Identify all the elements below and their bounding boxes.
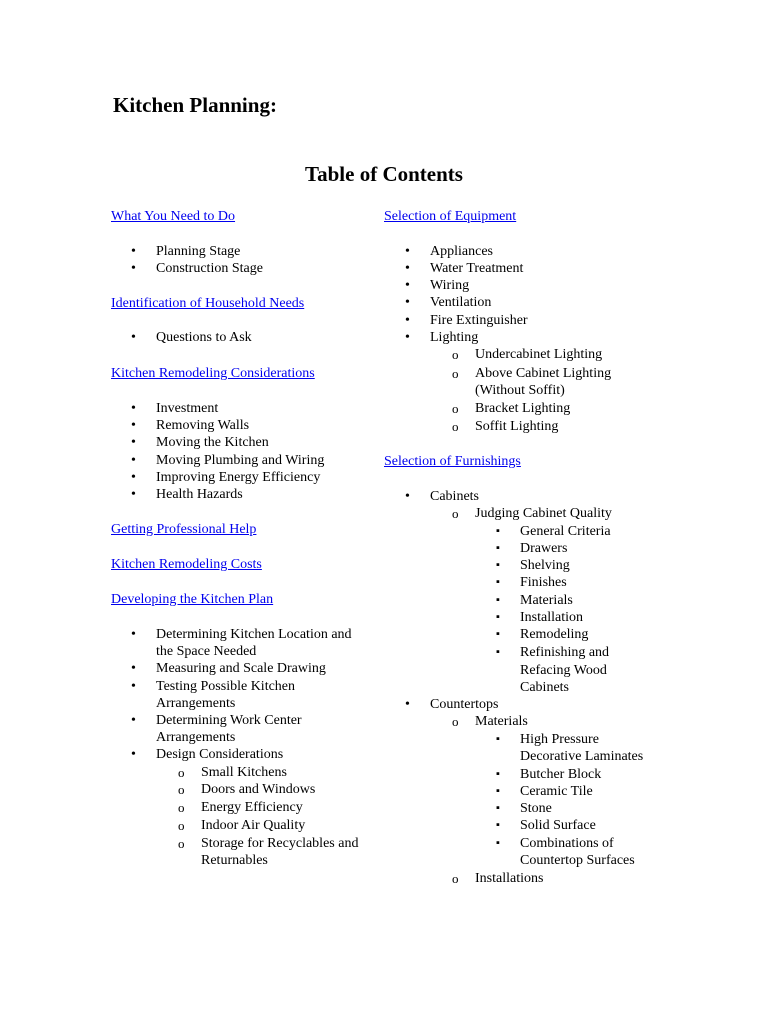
list-item: • Measuring and Scale Drawing xyxy=(156,660,326,677)
sub-sub-list-item: ▪ Remodeling xyxy=(520,626,588,643)
list-item: • Construction Stage xyxy=(156,260,263,277)
sub-list-item: o Indoor Air Quality xyxy=(201,817,305,834)
list-item: • Health Hazards xyxy=(156,486,243,503)
list-item-continued: Arrangements xyxy=(156,696,236,711)
list-item: • Fire Extinguisher xyxy=(430,312,528,329)
list-item: • Countertops xyxy=(430,696,498,713)
sub-sub-list-item: ▪ Materials xyxy=(520,592,573,609)
toc-link-selection-of-equipment[interactable]: Selection of Equipment xyxy=(384,209,517,224)
list-item: • Investment xyxy=(156,400,218,417)
sub-list-item: o Materials xyxy=(475,713,528,730)
sub-sub-list-item: ▪ High Pressure xyxy=(520,731,599,748)
sub-sub-list-item: ▪ Finishes xyxy=(520,574,567,591)
list-item: • Testing Possible Kitchen xyxy=(156,678,295,695)
sub-sub-list-item: ▪ Combinations of xyxy=(520,835,614,852)
sub-sub-list-item: ▪ Drawers xyxy=(520,540,567,557)
toc-link-household-needs[interactable]: Identification of Household Needs xyxy=(111,296,305,311)
sub-sub-list-item: ▪ Refinishing and xyxy=(520,644,609,661)
list-item: • Questions to Ask xyxy=(156,329,252,346)
sub-sub-list-item: ▪ Stone xyxy=(520,800,552,817)
sub-list-item: o Storage for Recyclables and xyxy=(201,835,358,852)
sub-sub-list-item-continued: Countertop Surfaces xyxy=(520,853,635,868)
sub-sub-list-item: ▪ Ceramic Tile xyxy=(520,783,593,800)
sub-list-item-continued: (Without Soffit) xyxy=(475,383,565,398)
sub-sub-list-item: ▪ General Criteria xyxy=(520,523,611,540)
sub-sub-list-item: ▪ Shelving xyxy=(520,557,570,574)
list-item: • Design Considerations xyxy=(156,746,283,763)
document-title: Kitchen Planning: xyxy=(113,93,277,117)
list-item: • Moving Plumbing and Wiring xyxy=(156,452,324,469)
list-item-continued: Arrangements xyxy=(156,730,236,745)
list-item: • Determining Work Center xyxy=(156,712,302,729)
sub-list-item: o Soffit Lighting xyxy=(475,418,558,435)
list-item: • Water Treatment xyxy=(430,260,523,277)
list-item: • Wiring xyxy=(430,277,469,294)
toc-heading: Table of Contents xyxy=(305,162,463,186)
sub-list-item: o Energy Efficiency xyxy=(201,799,303,816)
sub-list-item-continued: Returnables xyxy=(201,853,268,868)
sub-sub-list-item-continued: Cabinets xyxy=(520,680,569,695)
list-item-continued: the Space Needed xyxy=(156,644,257,659)
toc-link-remodeling-considerations[interactable]: Kitchen Remodeling Considerations xyxy=(111,366,315,381)
toc-link-remodeling-costs[interactable]: Kitchen Remodeling Costs xyxy=(111,557,262,572)
sub-list-item: o Doors and Windows xyxy=(201,781,315,798)
sub-sub-list-item: ▪ Butcher Block xyxy=(520,766,601,783)
sub-sub-list-item: ▪ Solid Surface xyxy=(520,817,596,834)
list-item: • Moving the Kitchen xyxy=(156,434,269,451)
list-item: • Planning Stage xyxy=(156,243,240,260)
sub-list-item: o Small Kitchens xyxy=(201,764,287,781)
list-item: • Appliances xyxy=(430,243,493,260)
sub-list-item: o Undercabinet Lighting xyxy=(475,346,602,363)
sub-list-item: o Bracket Lighting xyxy=(475,400,570,417)
sub-list-item: o Installations xyxy=(475,870,543,887)
list-item: • Ventilation xyxy=(430,294,491,311)
toc-link-what-you-need-to-do[interactable]: What You Need to Do xyxy=(111,209,236,224)
list-item: • Removing Walls xyxy=(156,417,249,434)
toc-link-kitchen-plan[interactable]: Developing the Kitchen Plan xyxy=(111,592,274,607)
toc-link-professional-help[interactable]: Getting Professional Help xyxy=(111,522,257,537)
sub-sub-list-item: ▪ Installation xyxy=(520,609,583,626)
list-item: • Lighting xyxy=(430,329,478,346)
list-item: • Cabinets xyxy=(430,488,479,505)
sub-list-item: o Above Cabinet Lighting xyxy=(475,365,611,382)
sub-list-item: o Judging Cabinet Quality xyxy=(475,505,612,522)
list-item: • Improving Energy Efficiency xyxy=(156,469,320,486)
sub-sub-list-item-continued: Refacing Wood xyxy=(520,663,607,678)
toc-link-selection-of-furnishings[interactable]: Selection of Furnishings xyxy=(384,454,521,469)
list-item: • Determining Kitchen Location and xyxy=(156,626,352,643)
sub-sub-list-item-continued: Decorative Laminates xyxy=(520,749,644,764)
